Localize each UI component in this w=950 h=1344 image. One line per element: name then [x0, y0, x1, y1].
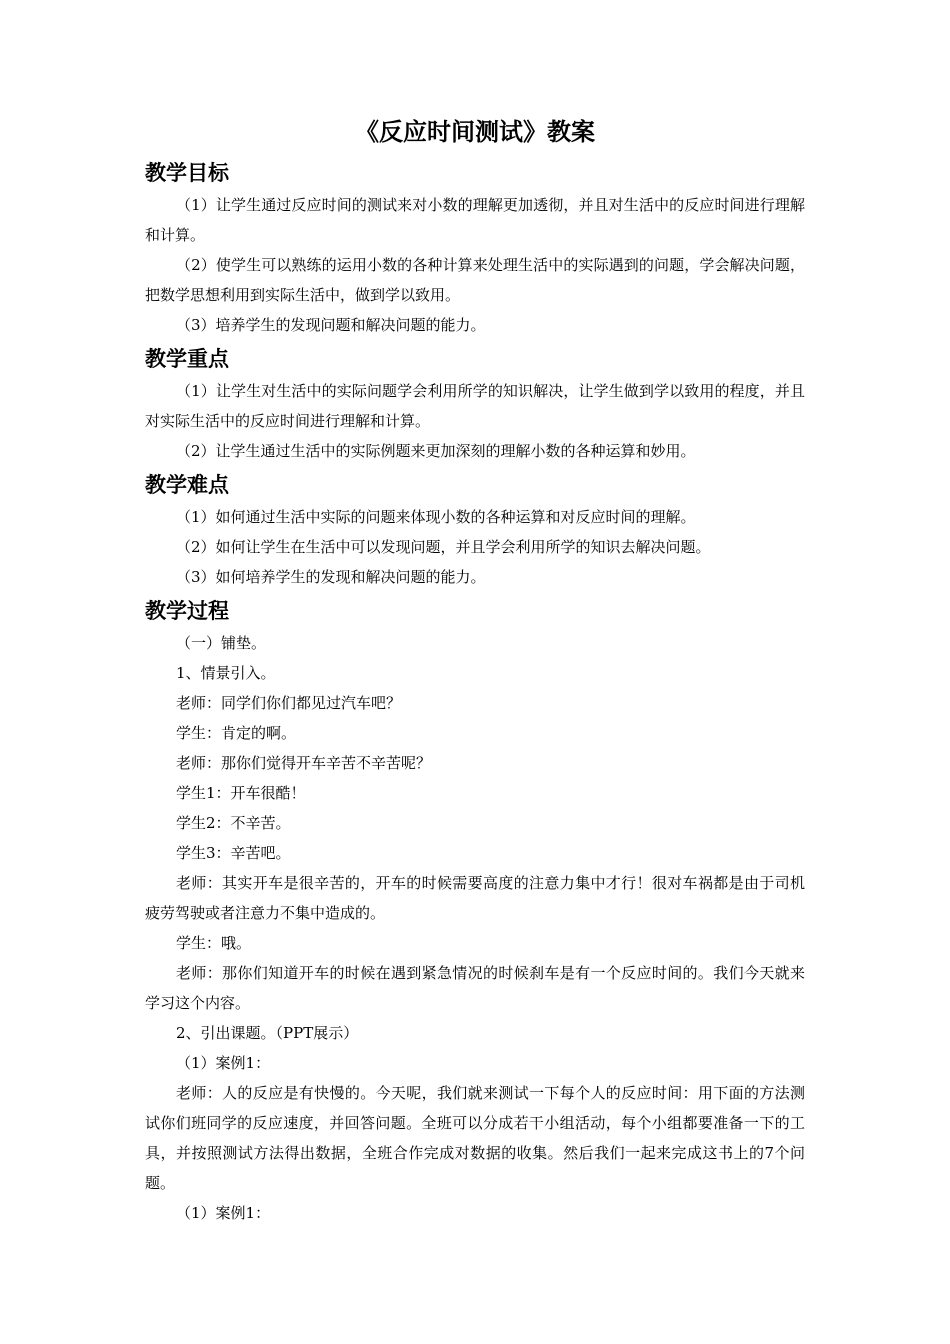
paragraph: （2）让学生通过生活中的实际例题来更加深刻的理解小数的各种运算和妙用。 — [176, 442, 696, 460]
paragraph: 学生：哦。 — [176, 934, 252, 952]
section-heading: 教学过程 — [145, 598, 229, 623]
paragraph: 老师：其实开车是很辛苦的，开车的时候需要高度的注意力集中才行！很对车祸都是由于司机疲劳驾驶或者注意力不集中造成的。 — [145, 874, 805, 922]
section-heading: 教学目标 — [145, 160, 229, 185]
paragraph: （3）培养学生的发现问题和解决问题的能力。 — [176, 316, 486, 334]
section-objectives — [145, 156, 805, 340]
paragraph: 老师：那你们觉得开车辛苦不辛苦呢？ — [176, 754, 432, 772]
paragraph: 老师：那你们知道开车的时候在遇到紧急情况的时候刹车是有一个反应时间的。我们今天就来学习这个内容。 — [145, 964, 805, 1012]
paragraph: （1）如何通过生活中实际的问题来体现小数的各种运算和对反应时间的理解。 — [176, 508, 696, 526]
paragraph: 老师：同学们你们都见过汽车吧？ — [176, 694, 402, 712]
paragraph: 老师：人的反应是有快慢的。今天呢，我们就来测试一下每个人的反应时间：用下面的方法测试你们班同学的反应速度，并回答问题。全班可以分成若干小组活动，每个小组都要准备一下的工具，并按照测试方法得出数据，全班合作完成对数据的收集。然后我们一起来完成这书上的7个问题。 — [145, 1084, 805, 1192]
section-heading: 教学重点 — [145, 346, 229, 371]
section-key-points — [145, 342, 805, 466]
document-title: 《反应时间测试》教案 — [355, 117, 595, 146]
section-difficulties — [145, 468, 805, 592]
section-process — [145, 594, 805, 1228]
paragraph: （1）让学生通过反应时间的测试来对小数的理解更加透彻，并且对生活中的反应时间进行理解和计算。 — [145, 196, 805, 244]
paragraph: 2、引出课题。（PPT展示） — [176, 1024, 359, 1042]
document-page — [145, 112, 805, 1230]
paragraph: （1）让学生对生活中的实际问题学会利用所学的知识解决，让学生做到学以致用的程度，并且对实际生活中的反应时间进行理解和计算。 — [145, 382, 805, 430]
paragraph: 学生3：辛苦吧。 — [176, 844, 291, 862]
paragraph: （3）如何培养学生的发现和解决问题的能力。 — [176, 568, 486, 586]
paragraph: （一）铺垫。 — [176, 634, 267, 652]
paragraph: 学生2：不辛苦。 — [176, 814, 291, 832]
paragraph: 学生：肯定的啊。 — [176, 724, 297, 742]
paragraph: 1、情景引入。 — [176, 664, 276, 682]
paragraph: （1）案例1： — [176, 1204, 271, 1222]
paragraph: 学生1：开车很酷！ — [176, 784, 306, 802]
paragraph: （2）如何让学生在生活中可以发现问题，并且学会利用所学的知识去解决问题。 — [176, 538, 711, 556]
paragraph: （2）使学生可以熟练的运用小数的各种计算来处理生活中的实际遇到的问题，学会解决问题，把数学思想利用到实际生活中，做到学以致用。 — [145, 256, 805, 304]
paragraph: （1）案例1： — [176, 1054, 271, 1072]
section-heading: 教学难点 — [145, 472, 229, 497]
